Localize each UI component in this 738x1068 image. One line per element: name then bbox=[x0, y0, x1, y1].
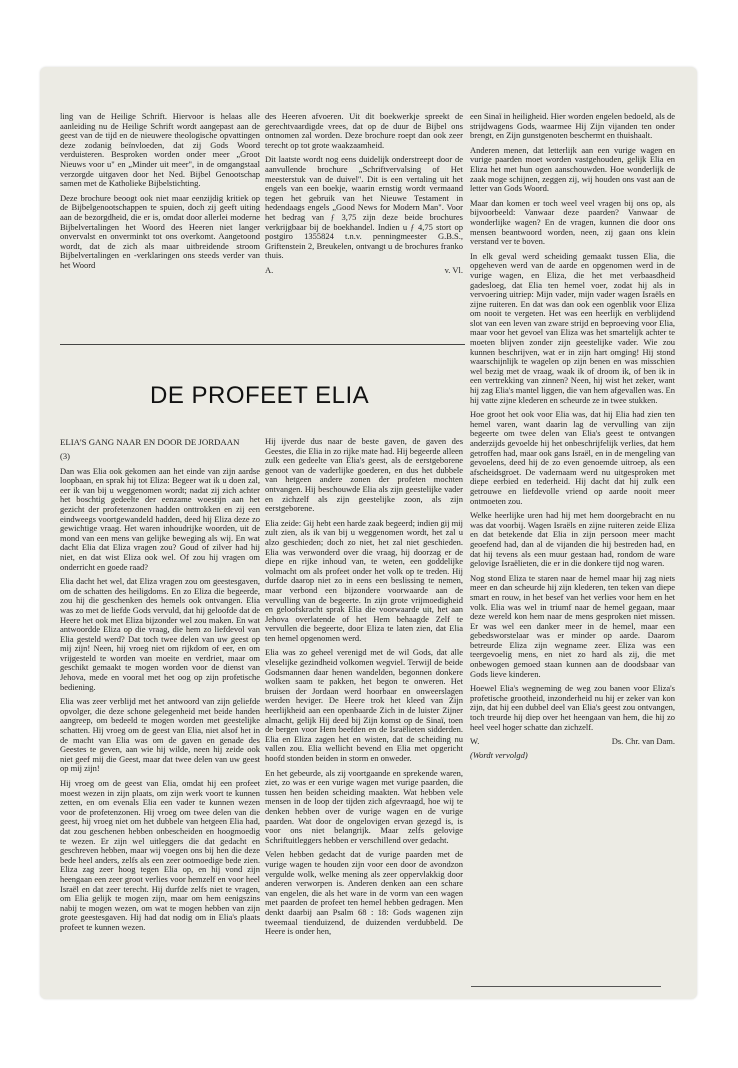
paragraph: ling van de Heilige Schrift. Hiervoor is helaas alle aanleiding nu de Heilige Schrift wordt aangepast aan de geest van de tijd en de nieuwere theologische opvattingen deze zodanig beïnvloeden, dat zij Gods Woord verduisteren. Besproken worden onder meer „Groot Nieuws voor u" en „Minder uit meer", in de omgangstaal verzorgde uitgaven door het Ned. Bijbel Genootschap samen met de Katholieke Bijbelstichting. bbox=[60, 111, 260, 189]
continued-note: (Wordt vervolgd) bbox=[470, 749, 528, 760]
author-name: Ds. Chr. van Dam. bbox=[611, 736, 675, 747]
paragraph: Dit laatste wordt nog eens duidelijk onderstreept door de aanvullende brochure „Schriftvervalsing of Het meesterstuk van de duivel". Dit is een vertaling uit het engels van een boekje, waarin ernstig wordt vermaand tegen het gebruik van het Nieuwe Testament in hedendaags engels „Good News for Modern Man". Voor het bedrag van ƒ 3,75 zijn deze beide brochures verkrijgbaar bij de boekhandel. Indien u ƒ 4,75 stort op postgiro 1355824 t.n.v. penningmeester G.B.S., Griftenstein 2, Breukelen, ontvangt u de brochures franko thuis. bbox=[265, 154, 463, 261]
review-signature bbox=[265, 266, 463, 276]
paragraph: Maar dan komen er toch weel veel vragen bij ons op, als bijvoorbeeld: Vanwaar deze paarden? Vanwaar de wonderlijke wagen? En de vragen, kunnen die door ons mensen beantwoord worden, neen, zij gaan ons klein verstand ver te boven. bbox=[470, 197, 675, 247]
article-column-2 bbox=[265, 437, 463, 942]
paragraph: Nog stond Eliza te staren naar de hemel maar hij zag niets meer en dan scheurde hij zijn klederen, ten teken van diepe smart en rouw, in het besef van het verlies voor hem en het volk. Elia was wel in triumf naar de hemel gegaan, maar deze wereld kon hem naar de mens gesproken niet missen. Er was wel een danker meer in de hemel, maar een gebedsworstelaar was er minder op aarde. Daarom betreurde Eliza zijn wegname zeer. Eliza was een teergevoelig mens, en niet zo hard als zij, die met onbewogen gemoed staan kunnen aan de doodsbaar van Gods lieve kinderen. bbox=[470, 572, 675, 679]
article-title: DE PROFEET ELIA bbox=[150, 382, 370, 409]
paragraph: Hoewel Elia's wegneming de weg zou banen voor Eliza's profetische grootheid, inzonderheid nu hij er zeker van kon zijn, dat hij een dubbel deel van Elia's geest zou ontvangen, toch treurde hij diep over het heengaan van hem, die hij zo heel veel hoger schatte dan zichzelf. bbox=[470, 683, 675, 732]
article-column-3 bbox=[470, 112, 675, 765]
article-subtitle: ELIA'S GANG NAAR EN DOOR DE JORDAAN bbox=[60, 437, 240, 447]
paragraph: Elia zeide: Gij hebt een harde zaak begeerd; indien gij mij zult zien, als ik van bij u weggenomen wordt, het zal u alzo geschieden; doch zo niet, het zal niet geschieden. Elia was verwonderd over die vraag, hij doorzag er de diepe en rijke inhoud van, te weten, een goddelijke volmacht om als profeet onder het volk op te treden. Hij durfde daarop niet zo in eens een beslissing te nemen, maar verbond een bijzondere voorwaarde aan de vervulling van de begeerte. In zijn grote vrijmoedigheid en geloofskracht sprak Elia die voorwaarde uit, het aan Jehova overlatende of het Hem behaagde Zelf te vervullen die begeerte, door Eliza te laten zien, dat Elia ten hemel opgenomen werd. bbox=[265, 517, 463, 643]
paragraph: En het gebeurde, als zij voortgaande en sprekende waren, ziet, zo was er een vurige wagen met vurige paarden, die tussen hen beiden scheiding maakten. Wat hebben vele mensen in de loop der tijden zich afgevraagd, hoe wij te denken hebben over de vurige wagen en de vurige paarden. Wat door de ongelovigen ervan gezegd is, is voor ons niet belangrijk. Maar zelfs gelovige Schriftuitleggers hebben er verschillend over gedacht. bbox=[265, 767, 463, 845]
author-signature bbox=[470, 737, 675, 747]
signature-right: v. Vl. bbox=[444, 264, 463, 275]
paragraph: Deze brochure beoogt ook niet maar eenzijdig kritiek op de Bijbelgenootschappen te spuien, doch zij geeft uiting aan de bezorgdheid, die er is, omdat door allerlei moderne Bijbelvertalingen het Woord des Heeren niet langer onvervalst en onverminkt tot ons overkomt. Aangetoond wordt, dat de zich als maar uitbreidende stroom Bijbelvertalingen en -verklaringen ons steeds verder van het Woord bbox=[60, 192, 260, 270]
top-column-1 bbox=[60, 112, 260, 276]
signature-left: W. bbox=[470, 736, 480, 747]
paragraph: In elk geval werd scheiding gemaakt tussen Elia, die opgeheven werd van de aarde en opgenomen werd in de vurige wagen, en Eliza, die het met verbaasdheid gadesloeg, dat Elia ten hemel voer, zodat hij als in vervoering uitriep: Mijn vader, mijn vader wagen Israëls en zijne ruiteren. En dat was dan ook een ogenblik voor Eliza om nooit te vergeten. Het was een heerlijk en verblijdend slot van een leven van zware strijd en beproeving voor Elia, maar voor het gevoel van Eliza was het smartelijk achter te moeten blijven zonder zijn geestelijke vader. Wie zou kunnen beschrijven, wat er in zijn hart omging! Hij stond waarschijnlijk te wagelen op zijn benen en was misschien wel bezig met de vraag, waak ik of droom ik, of ben ik in een vertrekking van zinnen? Neen, hij wist het zeker, want hij zag Elia's mantel liggen, die van hem afgevallen was. En hij vatte zijne klederen en scheurde ze in twee stukken. bbox=[470, 250, 675, 405]
article-column-1 bbox=[60, 437, 260, 938]
signature-left: A. bbox=[265, 264, 274, 275]
paragraph: Welke heerlijke uren had hij met hem doorgebracht en nu was dat voorbij. Wagen Israëls en zijne ruiteren zeide Eliza en dat betekende dat Elia in zijn persoon meer macht geoefend had, dan al de vijanden die hij bestreden had, en dat hij tevens als een muur gestaan had, rondom de ware gelovige Israëlieten, die er in die donkere tijd nog waren. bbox=[470, 510, 675, 569]
paragraph: Dan was Elia ook gekomen aan het einde van zijn aardse loopbaan, en sprak hij tot Eliza: Begeer wat ik u doen zal, eer ik van bij u weggenomen wordt; nadat zij zich achter het boschtig gedeelte der eenzame woestijn aan het gezicht der profetenzonen hadden onttrokken en zij een eindweegs voortgewandeld hadden, deed hij Eliza deze zo gewichtige vraag. Het waren inhoudrijke woorden, uit de mond van een mens van gelijke beweging als wij. En wat dacht Elia dat Eliza vragen zou? Goud of zilver had hij niet, en dat wist Eliza ook wel. Of zou hij vragen om onderricht en goede raad? bbox=[60, 465, 260, 572]
magazine-page bbox=[40, 67, 697, 999]
paragraph: Hij ijverde dus naar de beste gaven, de gaven des Geestes, die Elia in zo rijke mate had. Hij begeerde alleen zulk een gedeelte van Elia's geest, als de eerstgeborene genoot van de vaderlijke goederen, en dus het dubbele van hetgeen andere zonen der profeten mochten ontvangen. Hij beschouwde Elia als zijn geestelijke vader en zichzelf als zijn geestelijke zoon, als zijn eerstgeborene. bbox=[265, 436, 463, 514]
paragraph: Elia dacht het wel, dat Eliza vragen zou om geestesgaven, om de schatten des heiligdoms. En zo Eliza die begeerde, zou hij die geschenken des hemels ook ontvangen. Elia was zo met de liefde Gods vervuld, dat hij geloofde dat de Heere het ook met Eliza bijzonder wel zou maken. En wat antwoordde Eliza op die vraag, die hem zo liefdevol van Elia gesteld werd? Dat toch twee delen van uw geest op mij zijn! Neen, hij vroeg niet om rijkdom of eer, en om vrijgesteld te worden van moeite en verdriet, maar om geschikt gemaakt te mogen worden voor de dienst van Jehova, mede en vooral met het oog op zijn profetische bediening. bbox=[60, 576, 260, 692]
paragraph: Elia was zeer verblijd met het antwoord van zijn geliefde opvolger, die deze schone gelegenheid met beide handen aangreep, om bedeeld te mogen worden met geestelijke schatten. Hij vroeg om de geest van Elia, niet alsof het in de macht van Elia was om de gaven en genade des Geestes te geven, aan wie hij wilde, neen hij zeide ook niet geef mij die Geest, maar dat twee delen van uw geest op mij zijn! bbox=[60, 696, 260, 774]
bottom-divider bbox=[471, 986, 661, 987]
paragraph: Hoe groot het ook voor Elia was, dat hij Elia had zien ten hemel varen, want daarin lag de vervulling van zijn begeerte om twee delen van Elia's geest te ontvangen anderzijds gevoelde hij het onbeschrijfelijk verlies, dat hem getroffen had, maar ook gans Israël, en in de mengeling van gevoelens, deed hij de zo even genoemde uitroep, als een afscheidsgroet. De vadernaam werd nu uitgesproken met diepe eerbied en tederheid. Hij dacht dat hij zulk een getrouwe en liefdevolle vriend op aarde nooit meer ontmoeten zou. bbox=[470, 409, 675, 506]
paragraph: Hij vroeg om de geest van Elia, omdat hij een profeet moest wezen in zijn plaats, om zijn werk voort te kunnen zetten, en om evenals Elia een vader te kunnen wezen voor de profetenzonen. Hij vroeg om twee delen van die geest, hij vroeg niet om het dubbele van hetgeen Elia had, dat zou geschenen hebben onbescheiden en hoogmoedig te wezen. Er zijn wel uitleggers die dat gedacht en geschreven hebben, maar wij voegen ons bij hen die deze bede heel anders, zelfs als een zeer ootmoedige bede zien. Eliza zag zeer hoog tegen Elia op, en hij vond zijn heengaan een zeer groot verlies voor hemzelf en voor heel Israël en dat zeer terecht. Hij durfde zelfs niet te vragen, om Elia gelijk te mogen zijn, maar om hem eenigszins nabij te mogen wezen, om wat te mogen hebben van zijn grote geestesgaven. Hij had dat nodig om in Elia's plaats profeet te kunnen wezen. bbox=[60, 778, 260, 932]
paragraph: Elia was zo geheel verenigd met de wil Gods, dat alle vleselijke gezindheid volkomen wegviel. Terwijl de beide Godsmannen daar henen wandelden, begonnen donkere wolken saam te pakken, het begon te onweren. Het bruisen der Jordaan werd hoorbaar en onweerslagen werden heviger. De Heere trok het kleed van Zijn heerlijkheid aan een openbaarde Zich in de luister Zijner almacht, gelijk Hij deed bij Zijn komst op de Sinaï, toen de bergen voor Hem beefden en de Israëlieten sidderden. Elia en Eliza zagen het en wisten, dat de scheiding nu vallen zou. Elia wellicht bevend en Elia met opgericht hoofd stonden beiden in storm en onweder. bbox=[265, 647, 463, 763]
part-number: (3) bbox=[60, 451, 70, 461]
top-column-2 bbox=[265, 112, 463, 276]
paragraph: des Heeren afvoeren. Uit dit boekwerkje spreekt de gerechtvaardigde vrees, dat op de duur de Bijbel ons ontnomen zal worden. Deze brochure roept dan ook zeer terecht op tot grote waakzaamheid. bbox=[265, 111, 463, 150]
section-divider bbox=[60, 344, 465, 345]
paragraph: een Sinaï in heiligheid. Hier worden engelen bedoeld, als de strijdwagens Gods, waarmee Hij Zijn vijanden ten onder brengt, en Zijn gunstgenoten beschermt en thuishaalt. bbox=[470, 111, 675, 141]
paragraph: Velen hebben gedacht dat de vurige paarden met de vurige wagen te houden zijn voor een door de avondzon vergulde wolk, welke mening als zeer oppervlakkig door anderen verworpen is. Anderen denken aan een schare van engelen, die als het ware in de vorm van een wagen met paarden de profeet ten hemel hebben gedragen. Men denkt daarbij aan Psalm 68 : 18: Gods wagenen zijn tweemaal tienduizend, de duizenden verdubbeld. De Heere is onder hen, bbox=[265, 849, 463, 937]
paragraph: Anderen menen, dat letterlijk aan een vurige wagen en vurige paarden moet worden vastgehouden, gelijk Elia en Eliza het met hun ogen aanschouwden. Hoe wonderlijk de zaak moge schijnen, zeggen zij, wij houden ons vast aan de letter van Gods Woord. bbox=[470, 144, 675, 194]
